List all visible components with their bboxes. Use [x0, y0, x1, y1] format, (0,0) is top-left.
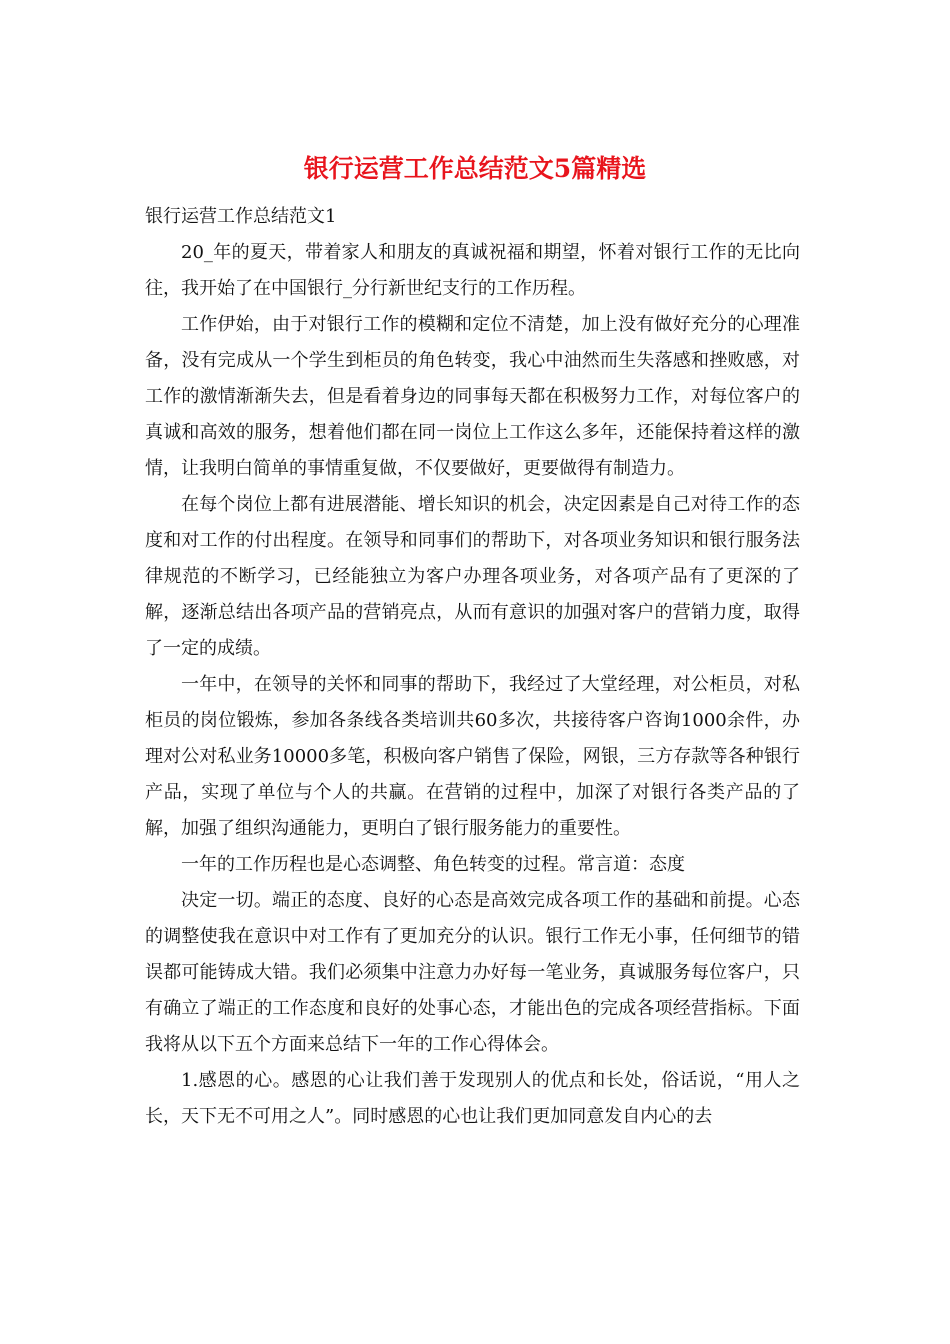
- paragraph-3: 在每个岗位上都有进展潜能、增长知识的机会，决定因素是自己对待工作的态度和对工作的付出程度。在领导和同事们的帮助下，对各项业务知识和银行服务法律规范的不断学习，已经能独立为客户办理各项业务，对各项产品有了更深的了解，逐渐总结出各项产品的营销亮点，从而有意识的加强对客户的营销力度，取得了一定的成绩。: [145, 494, 800, 659]
- paragraph-2: 工作伊始，由于对银行工作的模糊和定位不清楚，加上没有做好充分的心理准备，没有完成从一个学生到柜员的角色转变，我心中油然而生失落感和挫败感，对工作的激情渐渐失去，但是看着身边的同事每天都在积极努力工作，对每位客户的真诚和高效的服务，想着他们都在同一岗位上工作这么多年，还能保持着这样的激情，让我明白简单的事情重复做，不仅要做好，更要做得有制造力。: [145, 314, 800, 479]
- paragraph-5: 一年的工作历程也是心态调整、角色转变的过程。常言道：态度: [181, 854, 685, 875]
- paragraph-7: 1.感恩的心。感恩的心让我们善于发现别人的优点和长处，俗话说，“用人之长，天下无不可用之人”。同时感恩的心也让我们更加同意发自内心的去: [145, 1070, 800, 1127]
- document-body: [145, 199, 800, 1135]
- paragraph-1: 20_年的夏天，带着家人和朋友的真诚祝福和期望，怀着对银行工作的无比向往，我开始了在中国银行_分行新世纪支行的工作历程。: [145, 242, 800, 299]
- section-subtitle: 银行运营工作总结范文1: [145, 206, 337, 227]
- paragraph-6: 决定一切。端正的态度、良好的心态是高效完成各项工作的基础和前提。心态的调整使我在意识中对工作有了更加充分的认识。银行工作无小事，任何细节的错误都可能铸成大错。我们必须集中注意力办好每一笔业务，真诚服务每位客户，只有确立了端正的工作态度和良好的处事心态，才能出色的完成各项经营指标。下面我将从以下五个方面来总结下一年的工作心得体会。: [145, 890, 800, 1055]
- document-title: 银行运营工作总结范文5篇精选: [303, 154, 647, 183]
- paragraph-4: 一年中，在领导的关怀和同事的帮助下，我经过了大堂经理，对公柜员，对私柜员的岗位锻炼，参加各条线各类培训共60多次，共接待客户咨询1000余件，办理对公对私业务10000多笔，积极向客户销售了保险，网银，三方存款等各种银行产品，实现了单位与个人的共赢。在营销的过程中，加深了对银行各类产品的了解，加强了组织沟通能力，更明白了银行服务能力的重要性。: [145, 674, 800, 839]
